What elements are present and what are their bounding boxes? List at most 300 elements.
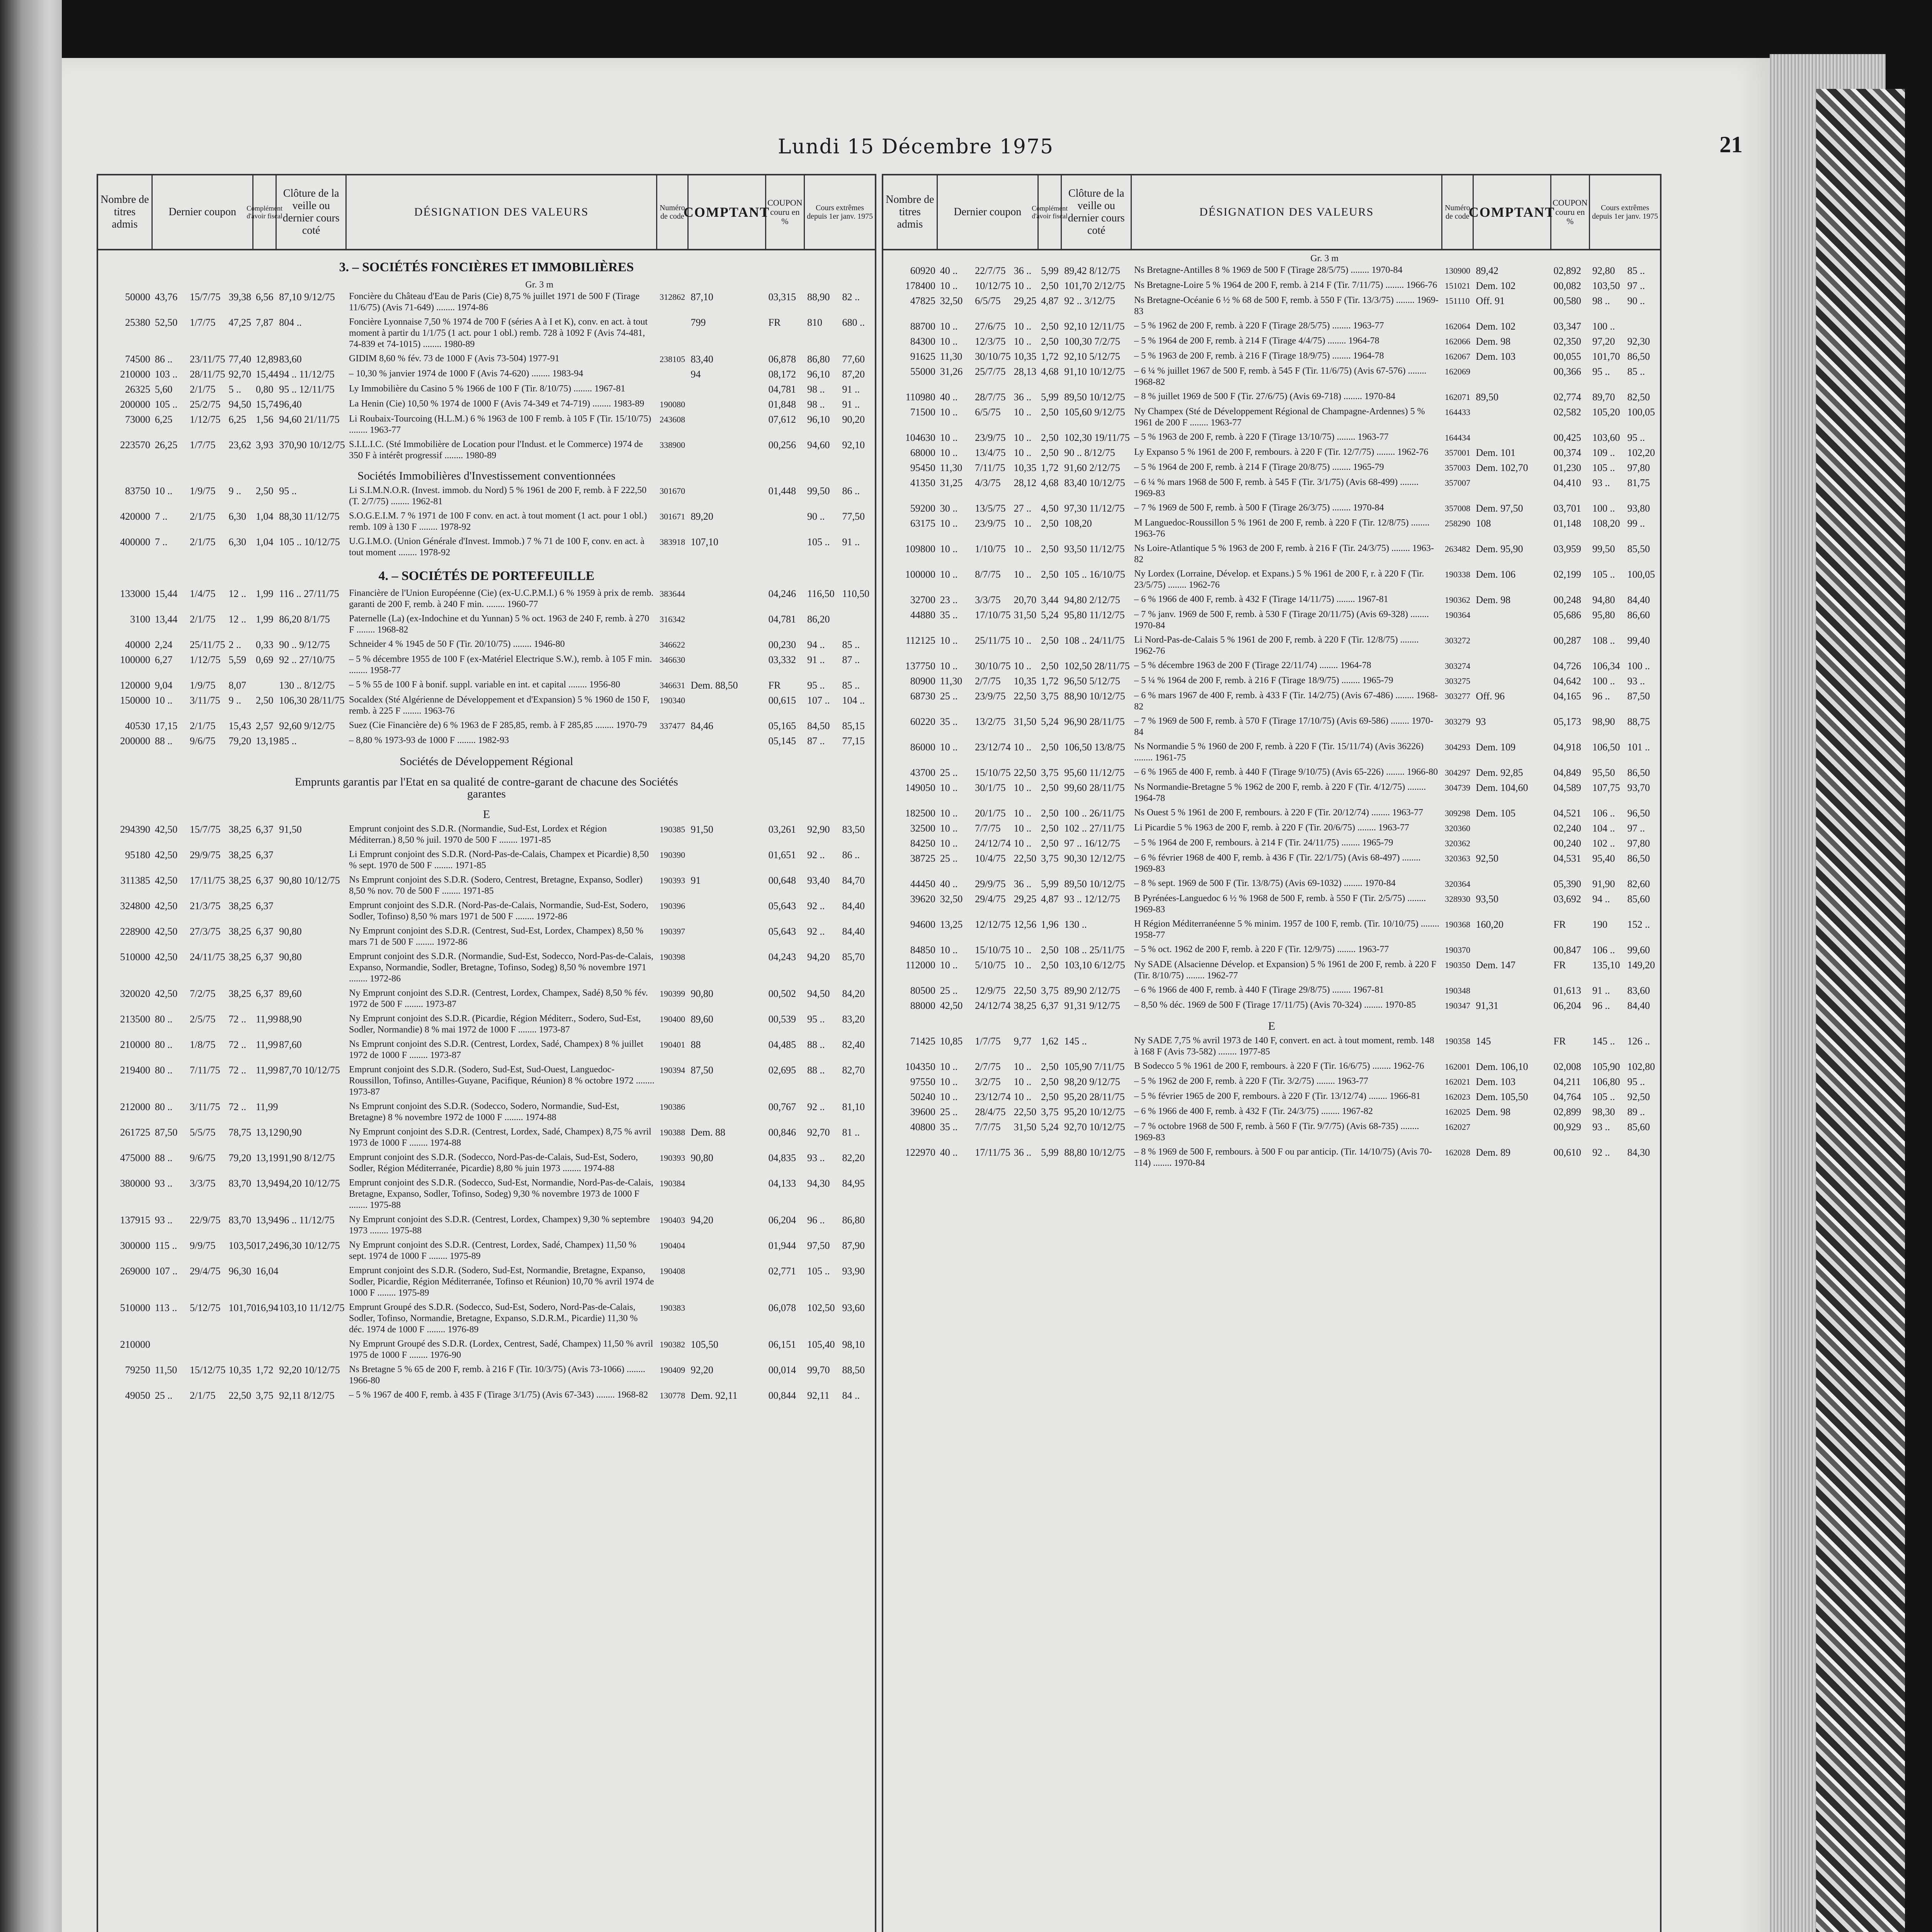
plus-haut-cell: 105 .. — [807, 1265, 830, 1277]
plus-haut-cell: 92 .. — [807, 849, 825, 861]
plus-haut-cell: 94 .. — [807, 639, 825, 650]
plus-haut-cell: 96,10 — [807, 369, 830, 380]
header-nombre: Nombre de titres admis — [98, 175, 153, 249]
plus-haut-cell: 96,10 — [807, 414, 830, 425]
complement-cell: 0,33 — [255, 639, 274, 650]
designation-cell: Ns Bretagne-Océanie 6 ½ % 68 de 500 F, remb. à 550 F (Tir. 13/3/75) ........ 1969-83 — [1134, 295, 1439, 316]
complement-cell: 2,50 — [1041, 543, 1059, 554]
date-detach-cell: 7/7/75 — [975, 823, 1001, 834]
code-cell: 190390 — [660, 850, 685, 860]
coupon-couru-cell: 00,082 — [1553, 280, 1582, 291]
cloture-cell: 83,40 10/12/75 — [1064, 477, 1125, 488]
coupon-couru-cell: 00,847 — [1553, 944, 1582, 956]
comptant-cell — [1474, 406, 1551, 429]
comptant-cell — [689, 1101, 766, 1123]
plus-haut-cell: 94,50 — [807, 988, 830, 999]
coupon-couru-cell: FR — [768, 680, 781, 691]
plus-bas-cell: 84,40 — [842, 926, 865, 937]
code-cell: 162066 — [1445, 337, 1471, 346]
header-designation: DÉSIGNATION DES VALEURS — [1132, 175, 1442, 249]
comptant-cell: 90,80 — [690, 988, 714, 999]
table-row — [98, 1101, 875, 1123]
nombre-cell: 40800 — [910, 1121, 935, 1133]
nombre-cell: 420000 — [120, 511, 150, 522]
comptant-cell — [1474, 634, 1551, 657]
designation-cell: Ny Champex (Sté de Développement Régional de Champagne-Ardennes) 5 % 1961 de 200 F ........ 1963-77 — [1134, 406, 1425, 428]
comptant-cell: 160,20 — [1476, 919, 1504, 930]
date-detach-cell: 6/5/75 — [975, 295, 1001, 306]
date-detach-cell: 29/4/75 — [190, 1265, 221, 1277]
montant-encaissement-cell: 79,20 — [228, 1152, 252, 1163]
complement-cell — [253, 1338, 277, 1361]
designation-cell: – 6 % 1966 de 400 F, remb. à 432 F (Tir. 24/3/75) ........ 1967-82 — [1134, 1106, 1373, 1116]
date-detach-cell: 15/12/75 — [190, 1364, 226, 1376]
montant-global-cell: 93 .. — [155, 1178, 173, 1189]
montant-global-cell: 10 .. — [940, 518, 958, 529]
header-cloture: Clôture de la veille ou dernier cours coté — [1062, 175, 1132, 249]
complement-cell: 3,75 — [1041, 853, 1059, 864]
date-detach-cell: 23/12/74 — [975, 742, 1011, 753]
complement-cell: 1,04 — [255, 511, 274, 522]
montant-global-cell: 9,04 — [155, 680, 173, 691]
designation-cell: Li Emprunt conjoint des S.D.R. (Nord-Pas-de-Calais, Champex et Picardie) 8,50 % sept. 1970 de 500 F ........ 1971-85 — [349, 849, 649, 871]
table-row — [98, 439, 875, 461]
montant-encaissement-cell: 6,30 — [228, 511, 247, 522]
table-row — [883, 350, 1660, 362]
cloture-cell: 105,90 7/11/75 — [1064, 1061, 1125, 1072]
date-detach-cell: 1/4/75 — [190, 588, 216, 599]
nombre-cell: 112000 — [905, 959, 935, 971]
montant-encaissement-cell: 72 .. — [228, 1039, 247, 1050]
cloture-cell: 90 .. 8/12/75 — [1064, 447, 1115, 458]
coupon-couru-cell: 02,899 — [1553, 1106, 1582, 1117]
cloture-cell: 91,31 9/12/75 — [1064, 1000, 1120, 1011]
table-row — [883, 462, 1660, 474]
nombre-cell: 60220 — [910, 716, 935, 727]
table-row — [98, 1039, 875, 1061]
designation-cell: Ny Emprunt conjoint des S.D.R. (Centrest, Lordex, Champex) 9,30 % septembre 1973 ........ 1975-88 — [349, 1214, 650, 1236]
table-row — [98, 398, 875, 410]
plus-bas-cell: 85 .. — [842, 680, 860, 691]
header-nombre: Nombre de titres admis — [883, 175, 938, 249]
comptant-cell: 94 — [690, 369, 701, 380]
plus-haut-cell: 88 .. — [807, 1065, 825, 1076]
comptant-cell: Dem. 98 — [1476, 594, 1511, 605]
designation-cell: – 8 % sept. 1969 de 500 F (Tir. 13/8/75) (Avis 69-1032) ........ 1970-84 — [1134, 878, 1396, 888]
montant-global-cell: 2,24 — [155, 639, 173, 650]
nombre-cell: 88000 — [910, 1000, 935, 1011]
nombre-cell: 324800 — [120, 900, 150, 912]
nombre-cell: 39600 — [910, 1106, 935, 1117]
code-cell: 190080 — [660, 400, 685, 409]
comptant-cell: Dem. 105 — [1476, 808, 1516, 819]
designation-cell: – 5 % décembre 1963 de 200 F (Tirage 22/11/74) ........ 1964-78 — [1134, 660, 1371, 670]
plus-bas-cell: 83,60 — [1627, 985, 1650, 996]
cloture-cell: 96,40 — [279, 399, 302, 410]
cloture-cell: 804 .. — [279, 317, 302, 328]
date-detach-cell: 3/3/75 — [190, 1178, 216, 1189]
date-detach-cell: 30/1/75 — [975, 782, 1006, 793]
cloture-cell: 105 .. 16/10/75 — [1064, 569, 1125, 580]
coupon-couru-cell: 02,771 — [768, 1265, 796, 1277]
comptant-cell — [689, 900, 766, 922]
montant-global-cell: 15,44 — [155, 588, 178, 599]
montant-global-cell: 25 .. — [155, 1390, 173, 1401]
nombre-cell: 475000 — [120, 1152, 150, 1163]
nombre-cell: 120000 — [120, 680, 150, 691]
code-cell: 303274 — [1445, 661, 1471, 671]
montant-encaissement-cell: 10,35 — [1014, 351, 1037, 362]
designation-cell: Li Roubaix-Tourcoing (H.L.M.) 6 % 1963 de 100 F remb. à 105 F (Tir. 15/10/75) ........ 1963-77 — [349, 414, 651, 435]
comptant-cell: Dem. 95,90 — [1476, 543, 1523, 554]
nombre-cell: 200000 — [120, 399, 150, 410]
montant-encaissement-cell: 72 .. — [228, 1101, 247, 1112]
rows-group-b — [883, 1035, 1660, 1169]
cloture-cell: 106,30 28/11/75 — [279, 695, 345, 706]
plus-bas-cell: 98,10 — [842, 1339, 865, 1350]
coupon-couru-cell: 03,261 — [768, 824, 796, 835]
cloture-cell: 88,80 10/12/75 — [1064, 1147, 1125, 1158]
plus-haut-cell: 98 .. — [807, 384, 825, 395]
plus-bas-cell: 84,40 — [1627, 594, 1650, 605]
date-detach-cell: 7/11/75 — [975, 462, 1005, 473]
coupon-couru-cell: 05,390 — [1553, 878, 1582, 889]
complement-cell: 11,99 — [255, 1014, 278, 1025]
date-detach-cell: 7/7/75 — [975, 1121, 1001, 1133]
nombre-cell: 178400 — [905, 280, 935, 291]
complement-cell: 1,72 — [1041, 462, 1059, 473]
montant-encaissement-cell: 22,50 — [228, 1390, 252, 1401]
designation-cell: – 5 % 55 de 100 F à bonif. suppl. variable en int. et capital ........ 1956-80 — [349, 680, 621, 690]
cloture-cell: 90,80 — [279, 926, 302, 937]
coupon-couru-cell: 06,151 — [768, 1339, 796, 1350]
plus-haut-cell: 88,90 — [807, 291, 830, 303]
montant-encaissement-cell: 10 .. — [1014, 406, 1032, 418]
plus-bas-cell: 97 .. — [1627, 823, 1645, 834]
date-detach-cell: 2/1/75 — [190, 614, 216, 625]
table-row — [883, 1121, 1660, 1143]
plus-bas-cell: 88,75 — [1627, 716, 1650, 727]
cloture-cell: 92,11 8/12/75 — [279, 1390, 335, 1401]
comptant-cell — [689, 694, 766, 717]
plus-haut-cell: 90 .. — [807, 511, 825, 522]
plus-bas-cell: 82,20 — [842, 1152, 865, 1163]
montant-global-cell: 23 .. — [940, 594, 958, 605]
complement-cell: 2,50 — [1041, 823, 1059, 834]
cloture-cell: 91,60 2/12/75 — [1064, 462, 1120, 473]
plus-bas-cell: 102,20 — [1627, 447, 1655, 458]
code-cell: 238105 — [660, 354, 685, 364]
montant-encaissement-cell: 38,25 — [228, 951, 252, 963]
montant-encaissement-cell: 10 .. — [1014, 447, 1032, 458]
complement-cell: 4,68 — [1041, 477, 1059, 488]
plus-bas-cell: 87,50 — [1627, 690, 1650, 702]
montant-encaissement-cell: 31,50 — [1014, 716, 1037, 727]
designation-cell: Emprunt conjoint des S.D.R. (Sodero, Sud-Est, Normandie, Bretagne, Expanso, Sodler, Picardie, Région Méditerranée, Tofinso et Réunion) 10,70 % avril 1974 de 1000 F ........ 1975-89 — [349, 1265, 654, 1298]
coupon-couru-cell: 06,878 — [768, 354, 796, 365]
plus-haut-cell: 105 .. — [1592, 1091, 1615, 1102]
cloture-cell: 94 .. 11/12/75 — [279, 369, 335, 380]
montant-global-cell: 80 .. — [155, 1101, 173, 1112]
plus-haut-cell: 102,50 — [807, 1302, 835, 1313]
comptant-cell: Dem. 102 — [1476, 321, 1516, 332]
coupon-couru-cell: FR — [1553, 1036, 1566, 1047]
date-detach-cell: 10/4/75 — [975, 853, 1006, 864]
code-cell: 383918 — [660, 537, 685, 547]
complement-cell: 3,44 — [1041, 594, 1059, 605]
nombre-cell: 182500 — [905, 808, 935, 819]
nombre-cell: 84300 — [910, 336, 935, 347]
cloture-cell: 86,20 8/1/75 — [279, 614, 330, 625]
complement-cell: 2,50 — [1041, 808, 1059, 819]
coupon-couru-cell: 04,918 — [1553, 742, 1582, 753]
designation-cell: Ny SADE 7,75 % avril 1973 de 140 F, convert. en act. à tout moment, remb. 148 à 168 F (Avis 73-582) ........ 1977-85 — [1134, 1036, 1434, 1057]
designation-cell: – 7 % octobre 1968 de 500 F, remb. à 560 F (Tir. 9/7/75) (Avis 68-735) ........ 1969-83 — [1134, 1121, 1419, 1143]
rows-group-b — [98, 485, 875, 558]
designation-cell: S.O.G.E.I.M. 7 % 1971 de 100 F conv. en act. à tout moment (1 act. pour 1 obl.) remb. 109 à 130 F ........ 1978-92 — [349, 511, 647, 532]
cloture-cell: 95,60 11/12/75 — [1064, 767, 1125, 778]
date-detach-cell: 3/3/75 — [975, 594, 1001, 605]
plus-bas-cell: 85,15 — [842, 720, 865, 731]
table-row — [98, 588, 875, 610]
date-detach-cell: 2/1/75 — [190, 720, 216, 731]
designation-cell: M Languedoc-Roussillon 5 % 1961 de 200 F, remb. à 220 F (Tir. 12/8/75) ........ 1963-76 — [1134, 518, 1430, 539]
code-cell: 357001 — [1445, 448, 1471, 457]
complement-cell: 2,50 — [1041, 838, 1059, 849]
date-detach-cell: 17/10/75 — [975, 609, 1011, 621]
plus-haut-cell: 86,20 — [807, 614, 830, 625]
designation-cell: – 5 % 1964 de 200 F, remb. à 214 F (Tirage 4/4/75) ........ 1964-78 — [1134, 336, 1379, 346]
date-detach-cell: 23/9/75 — [975, 432, 1006, 443]
plus-haut-cell: 98 .. — [807, 399, 825, 410]
montant-encaissement-cell: 10,35 — [1014, 462, 1037, 473]
comptant-cell: 83,40 — [690, 354, 714, 365]
cloture-cell: 95,80 11/12/75 — [1064, 609, 1125, 621]
code-cell: 190398 — [660, 952, 685, 962]
montant-encaissement-cell: 22,50 — [1014, 985, 1037, 996]
complement-cell: 0,80 — [255, 384, 274, 395]
designation-cell: U.G.I.M.O. (Union Générale d'Invest. Immob.) 7 % 71 de 100 F, conv. en act. à tout moment ........ 1978-92 — [349, 536, 645, 558]
date-detach-cell: 1/12/75 — [190, 654, 221, 665]
date-detach-cell: 30/10/75 — [975, 660, 1011, 672]
montant-global-cell: 52,50 — [155, 317, 178, 328]
table-row — [883, 893, 1660, 915]
montant-global-cell: 80 .. — [155, 1039, 173, 1050]
code-cell: 190384 — [660, 1179, 685, 1188]
cloture-cell: 97 .. 16/12/75 — [1064, 838, 1120, 849]
subsection-sii: Sociétés Immobilières d'Investissement conventionnées — [357, 469, 616, 482]
date-detach-cell: 20/1/75 — [975, 808, 1006, 819]
date-detach-cell: 4/3/75 — [975, 477, 1001, 488]
montant-encaissement-cell: 10 .. — [1014, 1091, 1032, 1102]
complement-cell: 13,19 — [255, 735, 279, 747]
date-detach-cell: 28/4/75 — [975, 1106, 1006, 1117]
montant-global-cell: 35 .. — [940, 716, 958, 727]
code-cell: 162027 — [1445, 1122, 1471, 1132]
right-listing-table — [882, 174, 1662, 1932]
coupon-couru-cell: 00,844 — [768, 1390, 796, 1401]
designation-cell: – 6 ¼ % mars 1968 de 500 F, remb. à 545 F (Tir. 3/1/75) (Avis 68-499) ........ 1969-83 — [1134, 477, 1419, 498]
plus-haut-cell: 105,90 — [1592, 1061, 1620, 1072]
plus-bas-cell: 84,30 — [1627, 1147, 1650, 1158]
montant-global-cell: 80 .. — [155, 1014, 173, 1025]
designation-cell: – 5 % décembre 1955 de 100 F (ex-Matériel Electrique S.W.), remb. à 105 F min. ........ 1958-77 — [349, 654, 652, 675]
date-detach-cell: 2/1/75 — [190, 511, 216, 522]
date-detach-cell: 2/1/75 — [190, 1390, 216, 1401]
complement-cell: 2,50 — [1041, 959, 1059, 971]
plus-haut-cell: 95 .. — [1592, 366, 1610, 377]
coupon-couru-cell: 02,774 — [1553, 391, 1582, 403]
nombre-cell: 510000 — [120, 951, 150, 963]
plus-haut-cell: 96 .. — [1592, 690, 1610, 702]
plus-haut-cell: 96 .. — [807, 1214, 825, 1226]
montant-global-cell: 10 .. — [940, 808, 958, 819]
table-row — [883, 280, 1660, 292]
table-row — [883, 985, 1660, 997]
coupon-couru-cell: 04,485 — [768, 1039, 796, 1050]
montant-encaissement-cell: 79,20 — [228, 735, 252, 747]
complement-cell: 1,99 — [255, 614, 274, 625]
plus-haut-cell: 95,40 — [1592, 853, 1615, 864]
table-row — [98, 874, 875, 897]
cloture-cell: 130 .. — [1064, 919, 1087, 930]
coupon-couru-cell: 03,332 — [768, 654, 796, 665]
complement-cell: 4,87 — [1041, 295, 1059, 306]
nombre-cell: 68730 — [910, 690, 935, 702]
plus-bas-cell: 97,80 — [1627, 462, 1650, 473]
nombre-cell: 47825 — [910, 295, 935, 306]
nombre-cell: 109800 — [905, 543, 935, 554]
nombre-cell: 210000 — [120, 1339, 150, 1350]
nombre-cell: 100000 — [120, 654, 150, 665]
date-detach-cell: 1/12/75 — [190, 414, 221, 425]
comptant-cell — [689, 485, 766, 507]
montant-encaissement-cell: 10 .. — [1014, 569, 1032, 580]
date-detach-cell: 1/7/75 — [975, 1036, 1001, 1047]
code-cell: 301670 — [660, 486, 685, 496]
plus-haut-cell: 100 .. — [1592, 503, 1615, 514]
complement-cell: 16,94 — [255, 1302, 279, 1313]
date-detach-cell: 7/11/75 — [190, 1065, 220, 1076]
montant-global-cell: 42,50 — [155, 824, 178, 835]
code-cell: 190386 — [660, 1102, 685, 1112]
coupon-couru-cell: 06,204 — [1553, 1000, 1582, 1011]
comptant-cell: Dem. 103 — [1476, 1076, 1516, 1087]
complement-cell: 2,50 — [1041, 447, 1059, 458]
date-detach-cell: 13/5/75 — [975, 503, 1006, 514]
complement-cell: 1,96 — [1041, 919, 1059, 930]
header-designation: DÉSIGNATION DES VALEURS — [347, 175, 657, 249]
plus-haut-cell: 94,30 — [807, 1178, 830, 1189]
comptant-cell — [1474, 822, 1551, 834]
complement-cell: 3,75 — [255, 1390, 274, 1401]
coupon-couru-cell: 02,695 — [768, 1065, 796, 1076]
coupon-couru-cell: 00,240 — [1553, 838, 1582, 849]
plus-haut-cell: 105 .. — [1592, 462, 1615, 473]
designation-cell: – 5 % 1967 de 400 F, remb. à 435 F (Tirage 3/1/75) (Avis 67-343) ........ 1968-82 — [349, 1390, 648, 1400]
cloture-cell: 116 .. 27/11/75 — [279, 588, 339, 599]
code-cell: 190401 — [660, 1040, 685, 1049]
plus-bas-cell: 82,70 — [842, 1065, 865, 1076]
plus-haut-cell: 99,70 — [807, 1364, 830, 1376]
rows-group-c — [98, 588, 875, 747]
date-detach-cell: 23/11/75 — [190, 354, 225, 365]
date-detach-cell: 29/9/75 — [190, 849, 221, 861]
nombre-cell: 88700 — [910, 321, 935, 332]
code-cell: 303275 — [1445, 676, 1471, 686]
plus-haut-cell: 92,11 — [807, 1390, 830, 1401]
cloture-cell: 97,30 11/12/75 — [1064, 503, 1125, 514]
coupon-couru-cell: 04,211 — [1553, 1076, 1581, 1087]
complement-cell: 2,50 — [1041, 336, 1059, 347]
table-row — [883, 568, 1660, 591]
complement-cell: 2,50 — [1041, 518, 1059, 529]
montant-global-cell: 10 .. — [940, 432, 958, 443]
table-row — [98, 639, 875, 651]
nombre-cell: 40530 — [125, 720, 150, 731]
coupon-couru-cell: 02,582 — [1553, 406, 1582, 418]
table-row — [98, 735, 875, 747]
complement-cell: 6,37 — [255, 951, 274, 963]
code-cell: 190393 — [660, 1153, 685, 1163]
comptant-cell — [689, 383, 766, 395]
comptant-cell: 145 — [1476, 1036, 1491, 1047]
plus-bas-cell: 88,50 — [842, 1364, 865, 1376]
plus-haut-cell: 98,90 — [1592, 716, 1615, 727]
plus-bas-cell: 92,50 — [1627, 1091, 1650, 1102]
code-cell: 357008 — [1445, 503, 1471, 513]
montant-encaissement-cell: 92,70 — [228, 369, 252, 380]
table-header — [98, 175, 875, 250]
comptant-cell — [689, 639, 766, 651]
designation-cell: Emprunt conjoint des S.D.R. (Normandie, Sud-Est, Lordex et Région Méditerran.) 8,50 % juil. 1970 de 500 F ........ 1971-85 — [349, 824, 607, 845]
date-detach-cell: 15/10/75 — [975, 767, 1011, 778]
date-detach-cell: 27/3/75 — [190, 926, 221, 937]
montant-encaissement-cell: 9,77 — [1014, 1036, 1032, 1047]
nombre-cell: 50000 — [125, 291, 150, 303]
plus-bas-cell: 102,80 — [1627, 1061, 1655, 1072]
plus-haut-cell: 102 .. — [1592, 838, 1615, 849]
code-cell: 190404 — [660, 1241, 685, 1250]
table-row — [98, 1364, 875, 1386]
code-cell: 190393 — [660, 876, 685, 885]
complement-cell: 4,87 — [1041, 893, 1059, 905]
montant-global-cell: 25 .. — [940, 1106, 958, 1117]
plus-bas-cell: 100 .. — [1627, 660, 1650, 672]
plus-haut-cell: 103,60 — [1592, 432, 1620, 443]
comptant-cell: 87,10 — [690, 291, 714, 303]
designation-cell: Ns Emprunt conjoint des S.D.R. (Sodecco, Sodero, Normandie, Sud-Est, Bretagne) 8 % novembre 1972 de 1000 F ........ 1974-88 — [349, 1101, 619, 1122]
complement-cell: 2,50 — [1041, 569, 1059, 580]
comptant-cell: Dem. 98 — [1476, 336, 1511, 347]
date-detach-cell: 21/3/75 — [190, 900, 221, 912]
coupon-couru-cell: 00,248 — [1553, 594, 1582, 605]
cloture-cell: 96 .. 11/12/75 — [279, 1214, 335, 1226]
plus-bas-cell: 81 .. — [842, 1127, 860, 1138]
montant-global-cell: 40 .. — [940, 265, 958, 276]
montant-global-cell: 10 .. — [940, 823, 958, 834]
cloture-cell: 95 .. 12/11/75 — [279, 384, 335, 395]
cloture-cell — [277, 849, 347, 871]
designation-cell: – 5 % 1963 de 200 F, remb. à 220 F (Tirage 13/10/75) ........ 1963-77 — [1134, 432, 1389, 442]
date-detach-cell: 2/1/75 — [190, 384, 216, 395]
complement-cell: 1,04 — [255, 536, 274, 548]
coupon-couru-cell: 06,078 — [768, 1302, 796, 1313]
date-detach-cell: 15/7/75 — [190, 291, 221, 303]
table-row — [883, 320, 1660, 332]
montant-encaissement-cell: 101,70 — [228, 1302, 257, 1313]
plus-haut-cell: 94,80 — [1592, 594, 1615, 605]
